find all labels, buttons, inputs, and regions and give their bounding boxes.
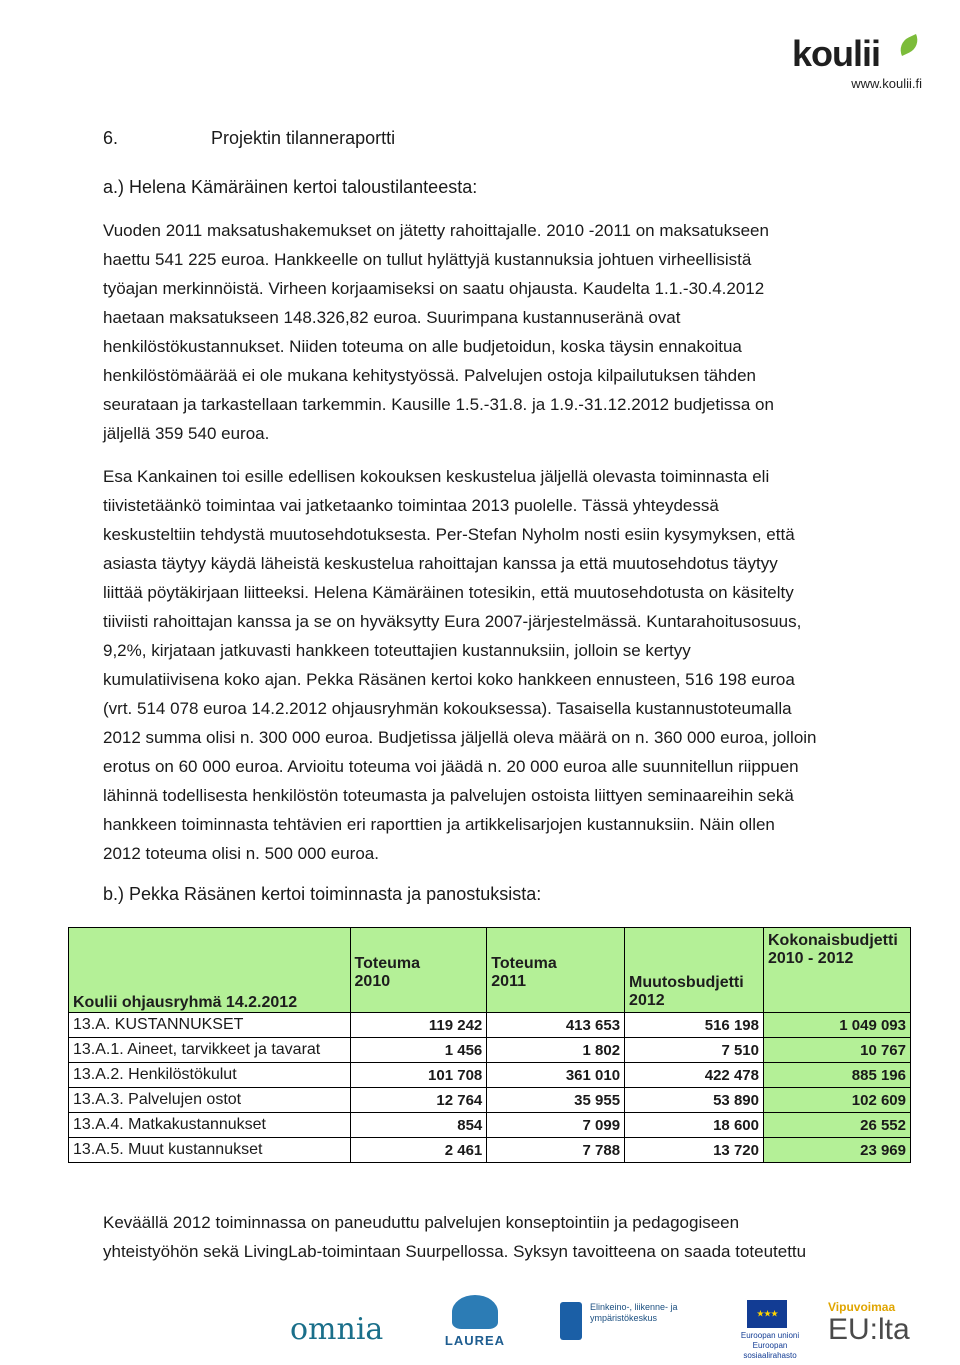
table-corner-label: Koulii ohjausryhmä 14.2.2012 [69, 928, 351, 1013]
text-line: jäljellä 359 540 euroa. [103, 424, 270, 443]
text-line: tiiviisti rahoittajan kanssa ja se on hyväksytty Eura 2007-järjestelmässä. Kuntarahoitusosuus, [103, 612, 802, 631]
omnia-logo: omnia [290, 1312, 384, 1347]
cell-value: 422 478 [625, 1063, 764, 1088]
text-line: erotus on 60 000 euroa. Arvioitu toteuma voi jäädä n. 20 000 euroa alle suunnitellun riippuen [103, 757, 799, 776]
text-line: asiasta täytyy käydä läheistä keskustelua rahoittajan kanssa ja että muutosehdotus täytyy [103, 554, 778, 573]
text-line: (vrt. 514 078 euroa 14.2.2012 ohjausryhmän kokouksessa). Tasaisella kustannustoteumalla [103, 699, 792, 718]
header-toteuma-2011: Toteuma 2011 [487, 928, 625, 1013]
row-label: 13.A.1. Aineet, tarvikkeet ja tavarat [69, 1038, 351, 1063]
cell-value: 35 955 [487, 1088, 625, 1113]
cell-value: 7 510 [625, 1038, 764, 1063]
text-line: hankkeen toiminnasta tehtävien eri raporttien ja artikkelisarjojen kustannuksiin. Näin ollen [103, 815, 775, 834]
ely-logo [560, 1302, 710, 1324]
eu-label-line: Euroopan sosiaalirahasto [743, 1341, 797, 1360]
cell-value: 101 708 [350, 1063, 487, 1088]
cell-value: 10 767 [763, 1038, 910, 1063]
text-line: keskusteltiin tehdystä muutosehdotuksesta. Per-Stefan Nyholm nosti esiin kysymyksen, että [103, 525, 795, 544]
text-line: 9,2%, kirjataan jatkuvasti hankkeen toteuttajien kustannuksiin, jolloin se kertyy [103, 641, 691, 660]
cell-value: 854 [350, 1113, 487, 1138]
cell-value: 12 764 [350, 1088, 487, 1113]
row-label: 13.A. KUSTANNUKSET [69, 1013, 351, 1038]
text-line: tiivistetäänkö toimintaa vai jatketaanko toimintaa 2013 puolelle. Tässä yhteydessä [103, 496, 719, 515]
paragraph-discussion [103, 462, 863, 868]
header-toteuma-2010: Toteuma 2010 [350, 928, 487, 1013]
section-number: 6. [103, 128, 119, 148]
table-row [69, 1063, 911, 1088]
table-header-row [69, 928, 911, 1013]
laurea-emblem-icon [452, 1295, 498, 1329]
cell-value: 413 653 [487, 1013, 625, 1038]
laurea-label: LAUREA [444, 1333, 506, 1348]
eu-flag-icon: ★★★ [747, 1300, 787, 1328]
table-row [69, 1088, 911, 1113]
cell-value: 26 552 [763, 1113, 910, 1138]
logo-url: www.koulii.fi [851, 76, 922, 91]
row-label: 13.A.2. Henkilöstökulut [69, 1063, 351, 1088]
cell-value: 2 461 [350, 1138, 487, 1163]
text-line: Esa Kankainen toi esille edellisen kokouksen keskustelua jäljellä olevasta toiminnasta eli [103, 467, 770, 486]
text-line: 2012 toteuma olisi n. 500 000 euroa. [103, 844, 379, 863]
paragraph-spring [103, 1208, 863, 1266]
text-line: seurataan ja tarkastellaan tarkemmin. Kausille 1.5.-31.8. ja 1.9.-31.12.2012 budjetissa on [103, 395, 774, 414]
cell-value: 23 969 [763, 1138, 910, 1163]
cell-value: 7 099 [487, 1113, 625, 1138]
subheading-b: b.) Pekka Räsänen kertoi toiminnasta ja panostuksista: [103, 884, 542, 904]
table-row [69, 1013, 911, 1038]
table-row [69, 1038, 911, 1063]
text-line: kumulatiivisena koko ajan. Pekka Räsänen kertoi koko hankkeen ennusteen, 516 198 euroa [103, 670, 795, 689]
ely-emblem-icon [560, 1302, 582, 1340]
cell-value: 18 600 [625, 1113, 764, 1138]
text-line: henkilöstökustannukset. Niiden toteuma on alle budjetoidun, koska täysin ennakoitua [103, 337, 742, 356]
text-line: henkilöstömäärää ei ole mukana kehitystyössä. Palvelujen ostoja kilpailutuksen tähden [103, 366, 756, 385]
row-label: 13.A.5. Muut kustannukset [69, 1138, 351, 1163]
vipuvoimaa-logo [828, 1300, 938, 1346]
cell-value: 119 242 [350, 1013, 487, 1038]
text-line: yhteistyöhön sekä LivingLab-toimintaan Suurpellossa. Syksyn tavoitteena on saada toteutettu [103, 1242, 807, 1261]
cell-value: 885 196 [763, 1063, 910, 1088]
text-line: haettu 541 225 euroa. Hankkeelle on tullut hylättyjä kustannuksia johtuen virheellisistä [103, 250, 752, 269]
cell-value: 1 456 [350, 1038, 487, 1063]
vip-label: Vipuvoimaa [828, 1300, 896, 1314]
cell-value: 102 609 [763, 1088, 910, 1113]
cell-value: 13 720 [625, 1138, 764, 1163]
cell-value: 516 198 [625, 1013, 764, 1038]
header-kokonaisbudjetti: Kokonaisbudjetti 2010 - 2012 [763, 928, 910, 1013]
paragraph-finance [103, 216, 863, 448]
header-muutosbudjetti-2012: Muutosbudjetti 2012 [625, 928, 764, 1013]
cell-value: 361 010 [487, 1063, 625, 1088]
table-row [69, 1113, 911, 1138]
text-line: liittää pöytäkirjaan liitteeksi. Helena Kämäräinen totesikin, että muutosehdotusta on käsitelty [103, 583, 794, 602]
laurea-logo [440, 1295, 510, 1355]
cell-value: 7 788 [487, 1138, 625, 1163]
ely-label-line: ympäristökeskus [590, 1313, 658, 1323]
text-line: 2012 summa olisi n. 300 000 euroa. Budjetissa jäljellä oleva määrä on n. 360 000 euroa, jolloin [103, 728, 817, 747]
cell-value: 1 802 [487, 1038, 625, 1063]
section-heading [103, 126, 395, 150]
section-title: Projektin tilanneraportti [211, 128, 396, 148]
eu-label-line: Euroopan unioni [740, 1331, 800, 1340]
logo-brand: koulii [792, 33, 881, 74]
budget-table [68, 927, 911, 1163]
text-line: Keväällä 2012 toiminnassa on paneuduttu palvelujen konseptointiin ja pedagogiseen [103, 1213, 740, 1232]
vip-eu-label: EU:lta [828, 1313, 910, 1346]
text-line: lähinnä todellisesta henkilöstön toteumasta ja palvelujen ostoista liittyen seminaareihin sekä [103, 786, 794, 805]
text-line: työajan merkinnöistä. Virheen korjaamiseksi on saatu ohjausta. Kaudelta 1.1.-30.4.2012 [103, 279, 765, 298]
row-label: 13.A.3. Palvelujen ostot [69, 1088, 351, 1113]
cell-value: 1 049 093 [763, 1013, 910, 1038]
eu-logo [725, 1300, 815, 1361]
text-line: haetaan maksatukseen 148.326,82 euroa. Suurimpana kustannuseränä ovat [103, 308, 681, 327]
row-label: 13.A.4. Matkakustannukset [69, 1113, 351, 1138]
text-line: Vuoden 2011 maksatushakemukset on jätetty rahoittajalle. 2010 -2011 on maksatukseen [103, 221, 769, 240]
ely-label-line: Elinkeino-, liikenne- ja [590, 1302, 678, 1312]
table-row [69, 1138, 911, 1163]
cell-value: 53 890 [625, 1088, 764, 1113]
koulii-logo [792, 33, 922, 100]
subheading-a: a.) Helena Kämäräinen kertoi taloustilanteesta: [103, 177, 478, 197]
